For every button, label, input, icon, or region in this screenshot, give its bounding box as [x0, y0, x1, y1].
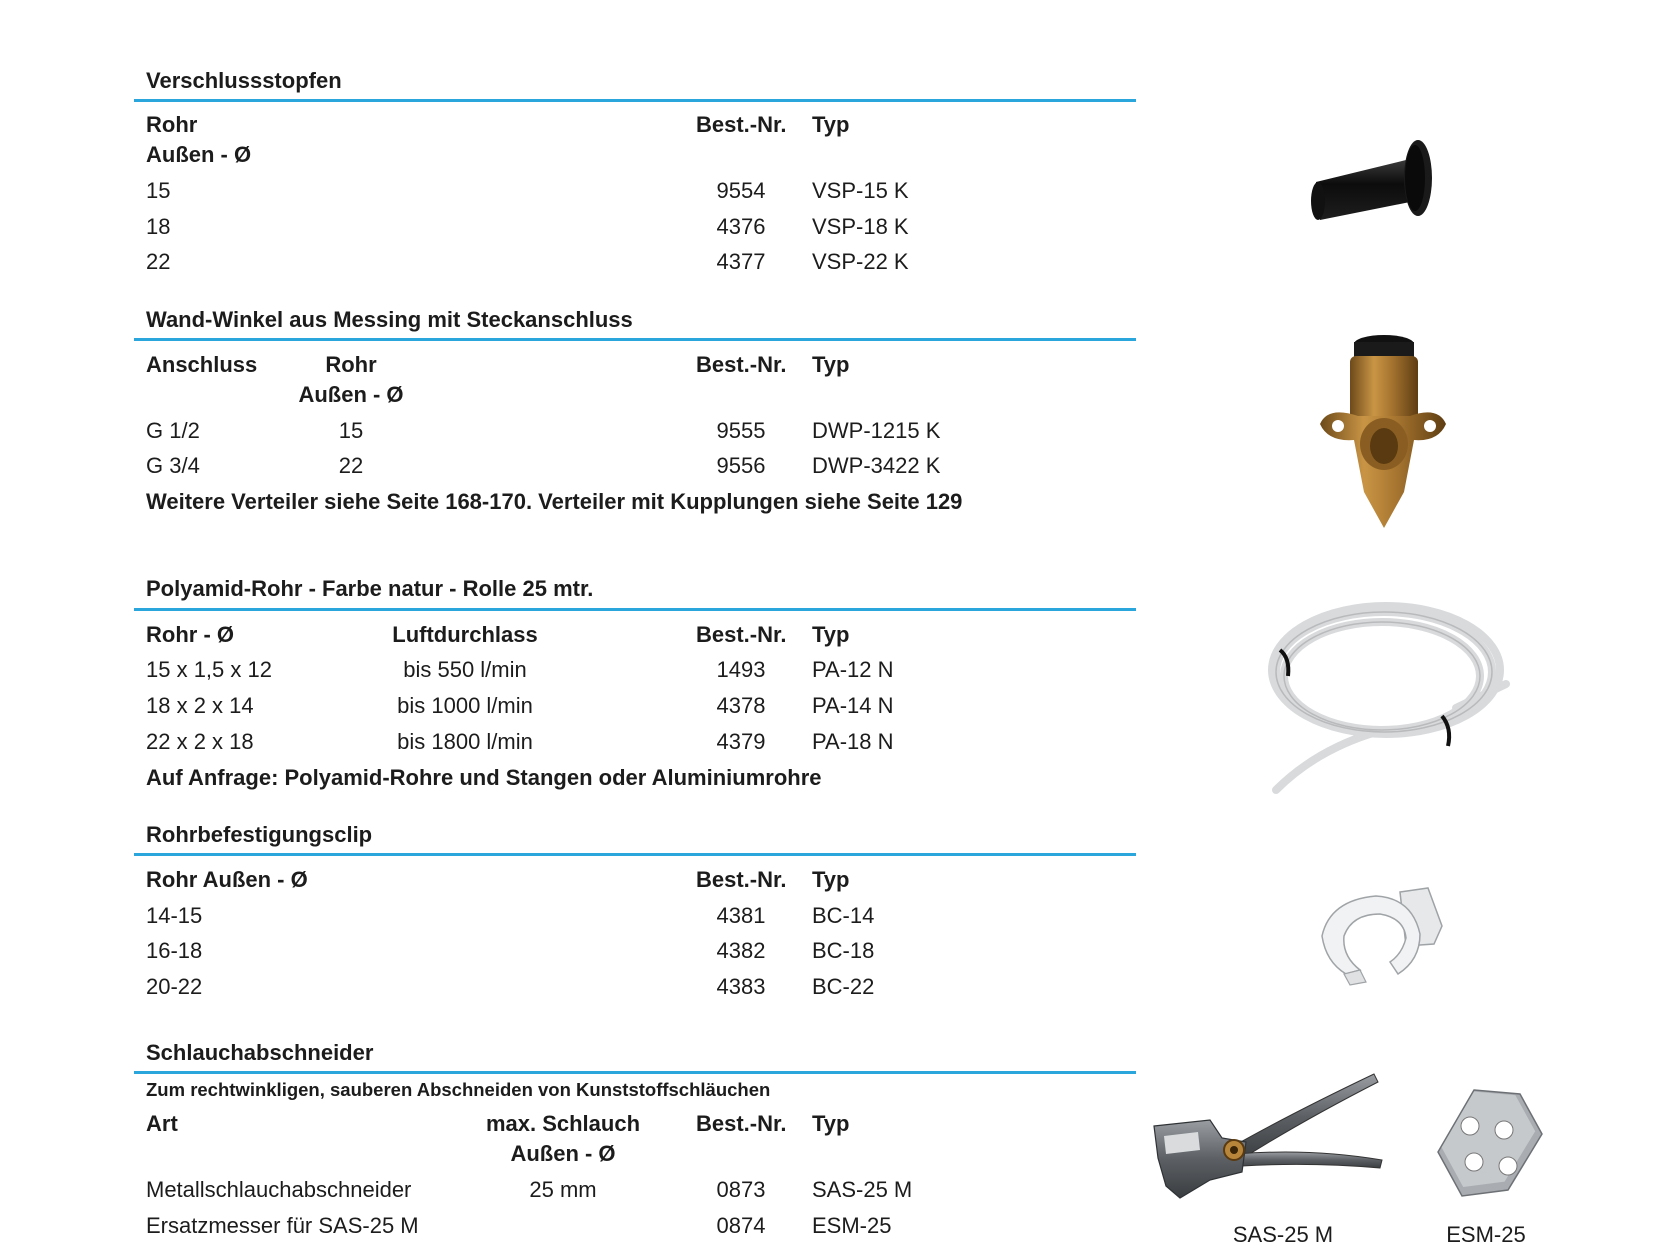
header-typ: Typ: [812, 622, 850, 647]
cell-bestnr: 9554: [716, 178, 766, 203]
cell-bestnr: 4381: [716, 903, 766, 928]
cell-rohr: 22: [338, 453, 364, 478]
cell-luftdurchlass: bis 550 l/min: [403, 657, 527, 682]
cell-anschluss: G 3/4: [146, 453, 200, 478]
header-luftdurchlass: Luftdurchlass: [392, 622, 538, 647]
verschlussstopfen-image: [1310, 138, 1450, 228]
cell-typ: BC-14: [812, 903, 875, 928]
section-divider: [134, 1071, 1136, 1074]
cell-typ: VSP-22 K: [812, 249, 909, 274]
header-typ: Typ: [812, 352, 850, 377]
section-title-verschlussstopfen: Verschlussstopfen: [146, 68, 342, 93]
caption-esm: ESM-25: [1446, 1222, 1526, 1247]
header-aussen: Außen - Ø: [510, 1141, 616, 1166]
cell-bestnr: 9556: [716, 453, 766, 478]
note-verteiler: Weitere Verteiler siehe Seite 168-170. Verteiler mit Kupplungen siehe Seite 129: [146, 489, 963, 514]
header-typ: Typ: [812, 112, 850, 137]
cell-bestnr: 4383: [716, 974, 766, 999]
cell-typ: PA-12 N: [812, 657, 894, 682]
header-aussen: Außen - Ø: [298, 382, 404, 407]
cell-bestnr: 4382: [716, 938, 766, 963]
cell-typ: BC-18: [812, 938, 875, 963]
cell-anschluss: G 1/2: [146, 418, 200, 443]
cell-bestnr: 1493: [716, 657, 766, 682]
header-rohr-aussen: Rohr Außen - Ø: [146, 867, 308, 892]
cell-rohr: 18 x 2 x 14: [146, 693, 254, 718]
ersatzmesser-image: [1434, 1086, 1544, 1200]
cell-rohr: 15: [338, 418, 364, 443]
header-rohr: Rohr: [325, 352, 377, 377]
cell-typ: VSP-15 K: [812, 178, 909, 203]
cell-art: Ersatzmesser für SAS-25 M: [146, 1213, 419, 1238]
cell-bestnr: 4378: [716, 693, 766, 718]
cell-rohr: 16-18: [146, 938, 203, 963]
section-subtitle: Zum rechtwinkligen, sauberen Abschneiden von Kunststoffschläuchen: [146, 1079, 771, 1100]
cell-rohr: 15: [146, 178, 171, 203]
cell-typ: SAS-25 M: [812, 1177, 913, 1202]
header-typ: Typ: [812, 1111, 850, 1136]
section-divider: [134, 99, 1136, 102]
header-bestnr: Best.-Nr.: [696, 622, 787, 647]
cell-typ: DWP-1215 K: [812, 418, 941, 443]
cell-bestnr: 0874: [716, 1213, 766, 1238]
polyamid-rohr-image: [1256, 600, 1516, 800]
cell-typ: ESM-25: [812, 1213, 892, 1238]
header-anschluss: Anschluss: [146, 352, 258, 377]
cell-art: Metallschlauchabschneider: [146, 1177, 412, 1202]
section-title-rohrbefestigungsclip: Rohrbefestigungsclip: [146, 822, 373, 847]
header-rohr-dia: Rohr - Ø: [146, 622, 234, 647]
cell-bestnr: 4379: [716, 729, 766, 754]
header-rohr: Rohr: [146, 112, 198, 137]
rohrbefestigungsclip-image: [1316, 886, 1452, 986]
cell-rohr: 14-15: [146, 903, 203, 928]
section-divider: [134, 338, 1136, 341]
header-aussen: Außen - Ø: [146, 142, 252, 167]
cell-typ: PA-18 N: [812, 729, 894, 754]
section-divider: [134, 608, 1136, 611]
cell-bestnr: 9555: [716, 418, 766, 443]
cell-typ: PA-14 N: [812, 693, 894, 718]
header-bestnr: Best.-Nr.: [696, 867, 787, 892]
cell-bestnr: 4377: [716, 249, 766, 274]
section-title-schlauchabschneider: Schlauchabschneider: [146, 1040, 374, 1065]
cell-typ: DWP-3422 K: [812, 453, 941, 478]
header-art: Art: [146, 1111, 178, 1136]
header-bestnr: Best.-Nr.: [696, 112, 787, 137]
header-bestnr: Best.-Nr.: [696, 1111, 787, 1136]
caption-sas: SAS-25 M: [1232, 1222, 1334, 1247]
schlauchabschneider-image: [1150, 1062, 1390, 1212]
cell-typ: VSP-18 K: [812, 214, 909, 239]
wand-winkel-image: [1318, 332, 1448, 528]
header-typ: Typ: [812, 867, 850, 892]
note-anfrage: Auf Anfrage: Polyamid-Rohre und Stangen oder Aluminiumrohre: [146, 765, 822, 790]
cell-luftdurchlass: bis 1800 l/min: [397, 729, 533, 754]
cell-rohr: 18: [146, 214, 171, 239]
cell-typ: BC-22: [812, 974, 875, 999]
cell-rohr: 22: [146, 249, 171, 274]
cell-max: 25 mm: [529, 1177, 597, 1202]
header-max-schlauch: max. Schlauch: [485, 1111, 641, 1136]
cell-bestnr: 4376: [716, 214, 766, 239]
section-divider: [134, 853, 1136, 856]
cell-rohr: 15 x 1,5 x 12: [146, 657, 272, 682]
cell-rohr: 20-22: [146, 974, 203, 999]
section-title-wand-winkel: Wand-Winkel aus Messing mit Steckanschluss: [146, 307, 633, 332]
cell-luftdurchlass: bis 1000 l/min: [397, 693, 533, 718]
cell-bestnr: 0873: [716, 1177, 766, 1202]
cell-rohr: 22 x 2 x 18: [146, 729, 254, 754]
header-bestnr: Best.-Nr.: [696, 352, 787, 377]
section-title-polyamid-rohr: Polyamid-Rohr - Farbe natur - Rolle 25 mtr.: [146, 576, 594, 601]
